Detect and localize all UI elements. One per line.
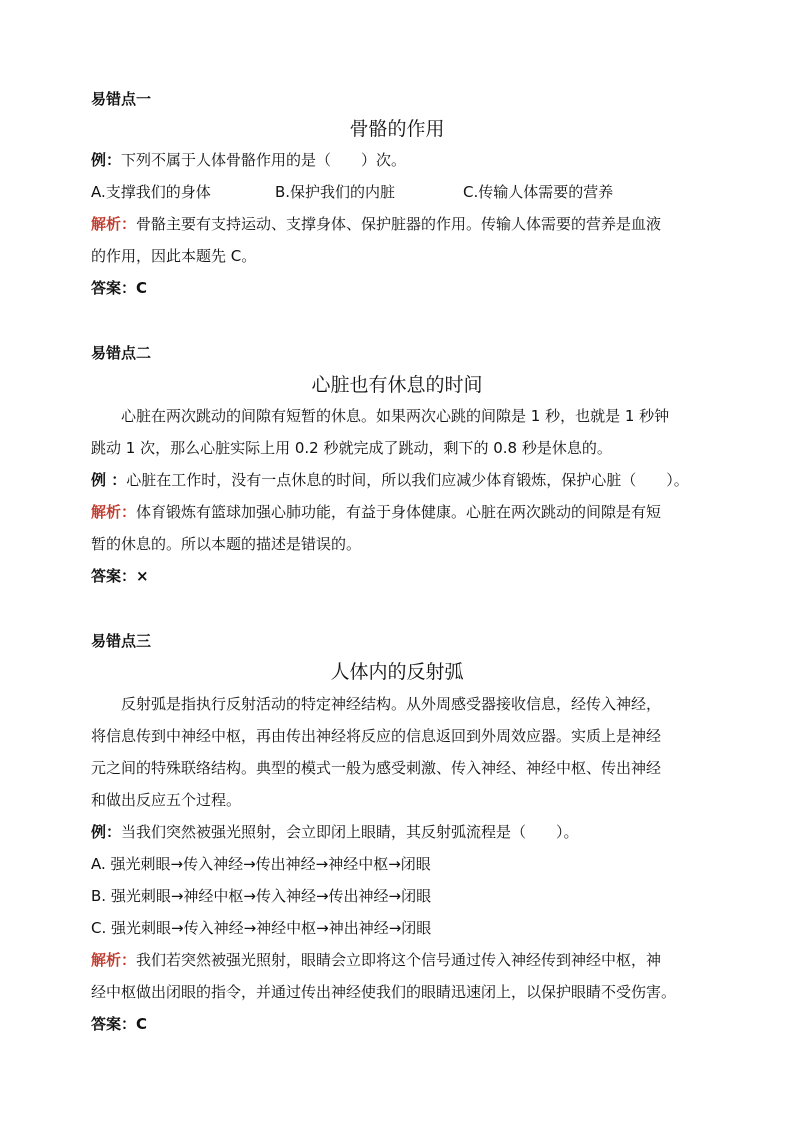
section-1-answer: 答案：C [91, 279, 148, 297]
section-1-options [91, 182, 703, 202]
section-3-answer: 答案：C [91, 1015, 148, 1033]
section-2-paragraph-line-1: 心脏在两次跳动的间隙有短暂的休息。如果两次心跳的间隙是 1 秒，也就是 1 秒钟 [121, 407, 670, 425]
section-2-analysis-line-1 [91, 502, 703, 522]
section-3-paragraph-line-4: 和做出反应五个过程。 [91, 791, 242, 809]
section-1-title: 骨骼的作用 [349, 118, 445, 140]
section-2-title: 心脏也有休息的时间 [311, 374, 483, 396]
analysis-text: 骨骼主要有支持运动、支撑身体、保护脏器的作用。传输人体需要的营养是血液 [136, 215, 662, 233]
analysis-label: 解析： [91, 951, 137, 969]
analysis-label: 解析： [91, 503, 137, 521]
example-text: 下列不属于人体骨骼作用的是（ ）次。 [121, 151, 407, 169]
section-3-paragraph-line-1: 反射弧是指执行反射活动的特定神经结构。从外周感受器接收信息，经传入神经， [121, 695, 662, 713]
example-label: 例： [91, 151, 122, 169]
section-2-label: 易错点二 [91, 344, 152, 362]
example-label: 例： [91, 823, 122, 841]
section-2-analysis-line-2: 暂的休息的。所以本题的描述是错误的。 [91, 535, 362, 553]
section-3-title: 人体内的反射弧 [330, 661, 464, 683]
section-1-label: 易错点一 [91, 90, 152, 108]
section-2-example [91, 470, 703, 490]
example-text: 心脏在工作时，没有一点休息的时间，所以我们应减少体育锻炼，保护心脏（ ）。 [126, 471, 689, 489]
section-3-paragraph-line-3: 元之间的特殊联络结构。典型的模式一般为感受刺激、传入神经、神经中枢、传出神经 [91, 759, 662, 777]
section-3-option-b: B. 强光刺眼→神经中枢→传入神经→传出神经→闭眼 [91, 887, 432, 905]
option-b: B.保护我们的内脏 [275, 183, 396, 201]
section-3-option-c: C. 强光刺眼→传入神经→神经中枢→神出神经→闭眼 [91, 919, 432, 937]
section-3-analysis-line-2: 经中枢做出闭眼的指令，并通过传出神经使我们的眼睛迅速闭上，以保护眼睛不受伤害。 [91, 983, 677, 1001]
section-3-label: 易错点三 [91, 632, 152, 650]
section-3-paragraph-line-2: 将信息传到中神经中枢，再由传出神经将反应的信息返回到外周效应器。实质上是神经 [91, 727, 662, 745]
section-1-example [91, 150, 703, 170]
section-2-answer: 答案：× [91, 567, 149, 585]
section-1-analysis-line-1 [91, 214, 703, 234]
section-2-paragraph-line-2: 跳动 1 次，那么心脏实际上用 0.2 秒就完成了跳动，剩下的 0.8 秒是休息的。 [91, 439, 612, 457]
option-c: C.传输人体需要的营养 [463, 183, 614, 201]
section-3-analysis-line-1 [91, 950, 703, 970]
section-1-analysis-line-2: 的作用，因此本题先 C。 [91, 247, 257, 265]
example-label: 例 ： [91, 471, 127, 489]
section-3-option-a: A. 强光刺眼→传入神经→传出神经→神经中枢→闭眼 [91, 855, 431, 873]
analysis-label: 解析： [91, 215, 137, 233]
section-3-example [91, 822, 703, 842]
example-text: 当我们突然被强光照射，会立即闭上眼睛，其反射弧流程是（ ）。 [121, 823, 579, 841]
analysis-text: 我们若突然被强光照射，眼睛会立即将这个信号通过传入神经传到神经中枢，神 [136, 951, 662, 969]
option-a: A.支撑我们的身体 [91, 183, 211, 201]
analysis-text: 体育锻炼有篮球加强心肺功能，有益于身体健康。心脏在两次跳动的间隙是有短 [136, 503, 662, 521]
